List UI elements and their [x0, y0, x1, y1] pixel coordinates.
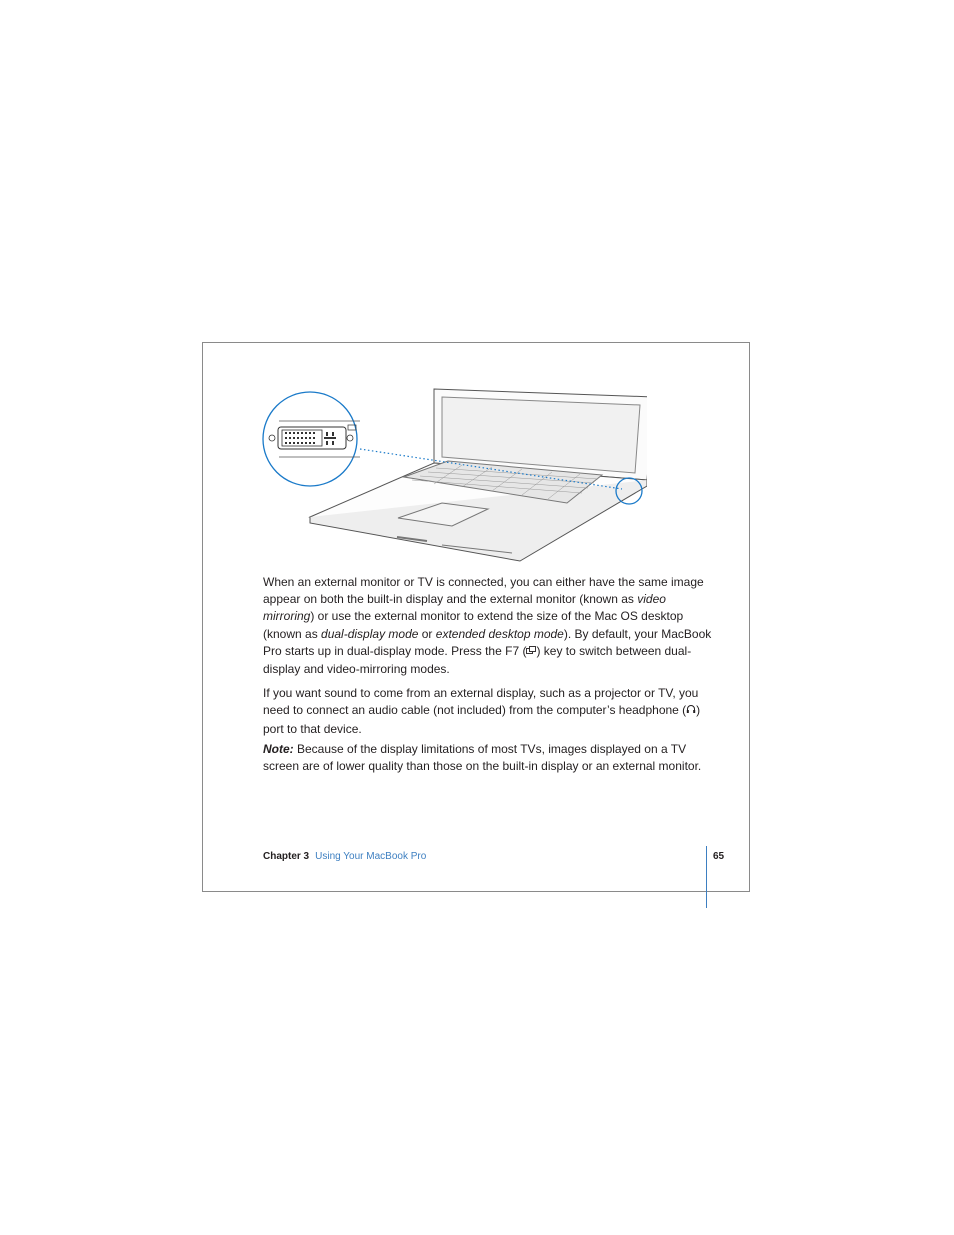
footer-divider	[706, 846, 707, 908]
note-paragraph: Note: Because of the display limitations of most TVs, images displayed on a TV screen are of lower quality than those on the built-in display or an external monitor.	[263, 741, 702, 774]
laptop-base	[310, 461, 647, 561]
display-mirroring-icon	[526, 644, 536, 661]
note-label: Note:	[263, 741, 294, 756]
footer-chapter	[263, 851, 426, 862]
headphone-icon	[686, 703, 696, 720]
chapter-title: Using Your MacBook Pro	[315, 851, 427, 862]
laptop-illustration	[262, 385, 647, 570]
chapter-label: Chapter 3	[263, 851, 310, 862]
page-number: 65	[713, 851, 725, 862]
body-text	[263, 574, 713, 782]
paragraph-display-modes: When an external monitor or TV is connected, you can either have the same image appear on both the built-in display and the external monitor (known as video mirroring) or use the external monitor to extend the size of the Mac OS desktop (known as dual-display mode or extended desktop mode). By default, your MacBook Pro starts up in dual-display mode. Press the F7 ( ) key to switch between dual-display and video-mirroring modes.	[263, 575, 712, 677]
dvi-port-icon	[263, 392, 360, 486]
paragraph-audio: If you want sound to come from an external display, such as a projector or TV, you need to connect an audio cable (not included) from the computer’s headphone ( ) port to that device.	[263, 686, 701, 736]
